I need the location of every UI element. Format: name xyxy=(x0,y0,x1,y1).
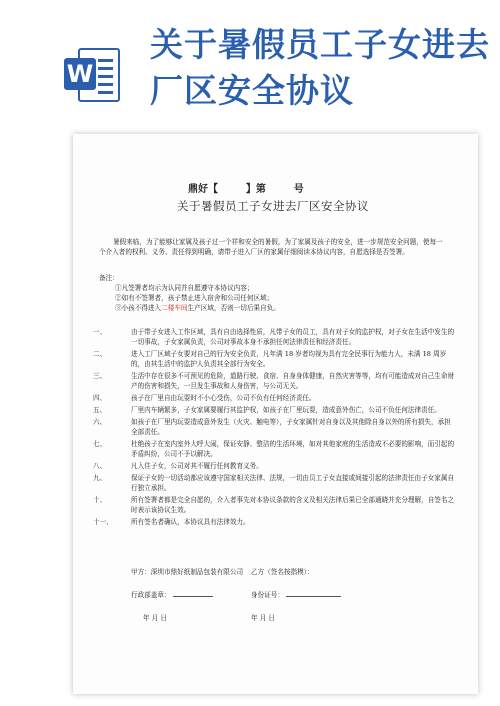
party-a-label: 甲方：深圳市鼎好纸制品包装有限公司 xyxy=(131,568,244,576)
clause-text: 进入工厂区域子女要对自己的行为安全负责，凡年满 18 岁者均视为具有完全民事行为能力人，未满 18 周岁的，由其生活中的监护人负责其全部行为安全。 xyxy=(131,350,447,368)
clause-number: 二、 xyxy=(93,350,107,358)
clause-item xyxy=(93,461,455,471)
clause-text: 保证子女的一切活动都应该遵守国家相关法律、法规，一切由员工子女直接或间接引起的法律责任由子女家属自行独立承担。 xyxy=(131,474,455,492)
clauses-list xyxy=(93,327,455,529)
clause-text: 生活中存在很多不可预见的危险，道路行驶、食宿、自身身体健康，自然灾害等等，均有可能造成对自己生命财产的伤害和损失，一旦发生事故和人身伤害，与公司无关。 xyxy=(131,372,455,390)
intro-paragraph: 暑假来临，为了能够让家属及孩子过一个祥和安全的暑假，为了家属及孩子的安全，进一步规范安全问题，使每一个介入者的权利、义务、责任得到明确，请带子进入厂区的家属仔细阅读本协议内容，自愿选择是否签署。 xyxy=(99,238,443,256)
id-field: 身份证号： xyxy=(251,590,341,600)
clause-number: 五、 xyxy=(93,406,107,414)
document-paper xyxy=(73,134,478,694)
clause-number: 三、 xyxy=(93,372,107,380)
highlight-text: 二楼车间 xyxy=(161,304,188,312)
id-line xyxy=(286,596,341,597)
party-b-label: 乙方（签名按指模）： xyxy=(251,568,314,576)
note-item: ②如有不签署者，孩子禁止进入宿舍和公司任何区域； xyxy=(115,294,274,302)
clause-number: 六、 xyxy=(93,418,107,426)
clause-text: 由于带子女进入工作区域，具有自由选择性质，凡带子女的员工，具有对子女的监护权，对子女在生活中发生的一切事故，子女家属负责，公司对事故本身不承担任何法律责任和经济责任。 xyxy=(131,328,455,346)
clause-text: 杜绝孩子在室内室外大呼大闹，保证安静、整洁的生活环境，如对其他家庭的生活造成不必要的影响，而引起的矛盾纠纷，公司不予以解决。 xyxy=(131,440,455,458)
clause-number: 八、 xyxy=(93,462,107,470)
clause-text: 孩子在厂里自由玩耍时不小心受伤，公司不负有任何经济责任。 xyxy=(131,394,316,402)
clause-number: 九、 xyxy=(93,474,107,482)
clause-text: 凡入住子女，公司对其不履行任何教育义务。 xyxy=(131,462,263,470)
clause-number: 一、 xyxy=(93,328,107,336)
clause-item xyxy=(93,405,455,415)
clause-item xyxy=(93,393,455,403)
clause-item xyxy=(93,417,455,437)
clause-item xyxy=(93,473,455,493)
clause-number: 十一、 xyxy=(93,518,113,526)
notes-label: 备注： xyxy=(99,274,119,282)
word-icon xyxy=(64,44,124,106)
seal-line xyxy=(173,596,213,597)
clause-number: 十、 xyxy=(93,496,107,504)
clause-item xyxy=(93,517,455,527)
clause-item xyxy=(93,349,455,369)
notes-section xyxy=(99,273,449,313)
word-badge: W xyxy=(64,58,96,90)
document-number-line: 鼎好【 】第 号 xyxy=(188,184,304,195)
clause-text: 如孩子在厂里内玩耍造成意外发生（火灾、触电等），子女家属针对自身以及其他除自身以外的所有损失，承担全部责任。 xyxy=(131,418,451,436)
clause-text: 厂里内车辆繁多，子女家属要履行其监护权，如孩子在厂里玩耍，造成意外伤亡，公司不负任何法律责任。 xyxy=(131,406,441,414)
clause-number: 四、 xyxy=(93,394,107,402)
document-title: 关于暑假员工子女进去厂区安全协议 xyxy=(177,199,369,213)
signature-block xyxy=(93,554,455,623)
note-item: ③小孩不得进入二楼车间生产区域，否则一切后果自负。 xyxy=(115,304,280,312)
note-item: ①凡签署者均示为认同并自愿遵守本协议内容； xyxy=(115,284,254,292)
header-title: 关于暑假员工子女进去厂区安全协议 xyxy=(150,25,490,110)
clause-item xyxy=(93,327,455,347)
clause-text: 所有签署者都是完全自愿的，介入者事先对本协议条款的含义及相关法律后果已全部通晓并充分理解，自签名之时表示该协议生效。 xyxy=(131,496,455,514)
clause-text: 所有签名者确认，本协议具有法律效力。 xyxy=(131,518,250,526)
clause-number: 七、 xyxy=(93,440,107,448)
date-b: 年 月 日 xyxy=(251,614,275,622)
clause-item xyxy=(93,371,455,391)
clause-item xyxy=(93,495,455,515)
clause-item xyxy=(93,439,455,459)
date-a: 年 月 日 xyxy=(143,614,167,622)
seal-field: 行政部盖章： xyxy=(93,590,251,600)
